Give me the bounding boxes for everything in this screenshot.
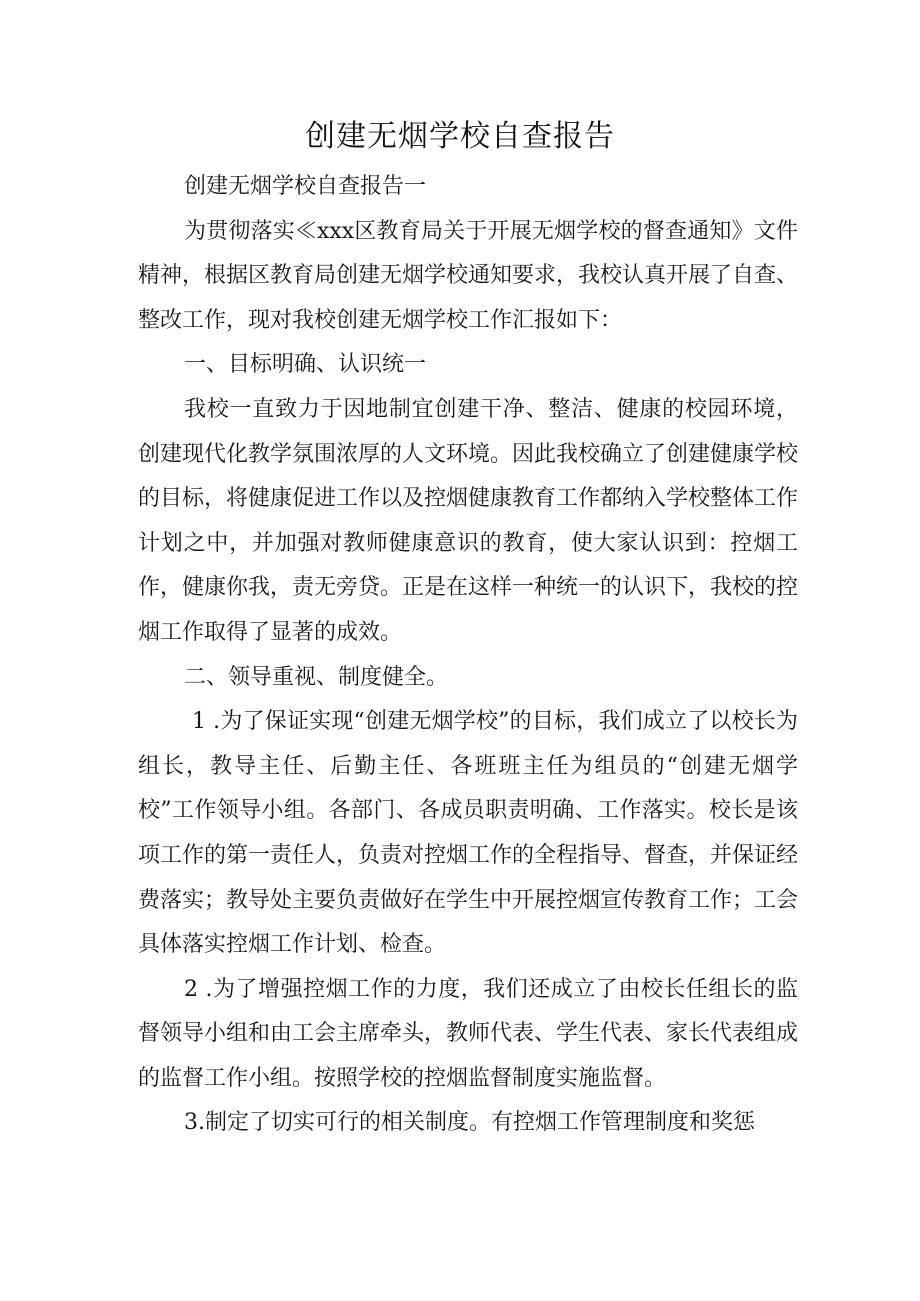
- paragraph-item-1: 1 .为了保证实现“创建无烟学校”的目标，我们成立了以校长为组长，教导主任、后勤主任、各班班主任为组员的“创建无烟学校”工作领导小组。各部门、各成员职责明确、工作落实。校长是该项工作的第一责任人，负责对控烟工作的全程指导、督查，并保证经费落实；教导处主要负责做好在学生中开展控烟宣传教育工作；工会具体落实控烟工作计划、检查。: [138, 709, 799, 958]
- document-body: [138, 165, 798, 1146]
- paragraph-section-1: 我校一直致力于因地制宜创建干净、整洁、健康的校园环境，创建现代化教学氛围浓厚的人文环境。因此我校确立了创建健康学校的目标，将健康促进工作以及控烟健康教育工作都纳入学校整体工作计划之中，并加强对教师健康意识的教育，使大家认识到：控烟工作，健康你我，责无旁贷。正是在这样一种统一的认识下，我校的控烟工作取得了显著的成效。: [138, 396, 799, 645]
- paragraph-item-2: 2 .为了增强控烟工作的力度，我们还成立了由校长任组长的监督领导小组和由工会主席牵头，教师代表、学生代表、家长代表组成的监督工作小组。按照学校的控烟监督制度实施监督。: [138, 976, 799, 1091]
- document-title: 创建无烟学校自查报告: [305, 119, 615, 154]
- paragraph-item-3: 3.制定了切实可行的相关制度。有控烟工作管理制度和奖惩: [184, 1110, 755, 1136]
- section-heading-2: 二、领导重视、制度健全。: [184, 664, 449, 690]
- paragraph-intro: 为贯彻落实≪xxx区教育局关于开展无烟学校的督查通知》文件精神，根据区教育局创建无烟学校通知要求，我校认真开展了自查、整改工作，现对我校创建无烟学校工作汇报如下：: [138, 218, 799, 333]
- paragraph-subtitle: 创建无烟学校自查报告一: [184, 174, 427, 199]
- section-heading-1: 一、目标明确、认识统一: [184, 352, 427, 378]
